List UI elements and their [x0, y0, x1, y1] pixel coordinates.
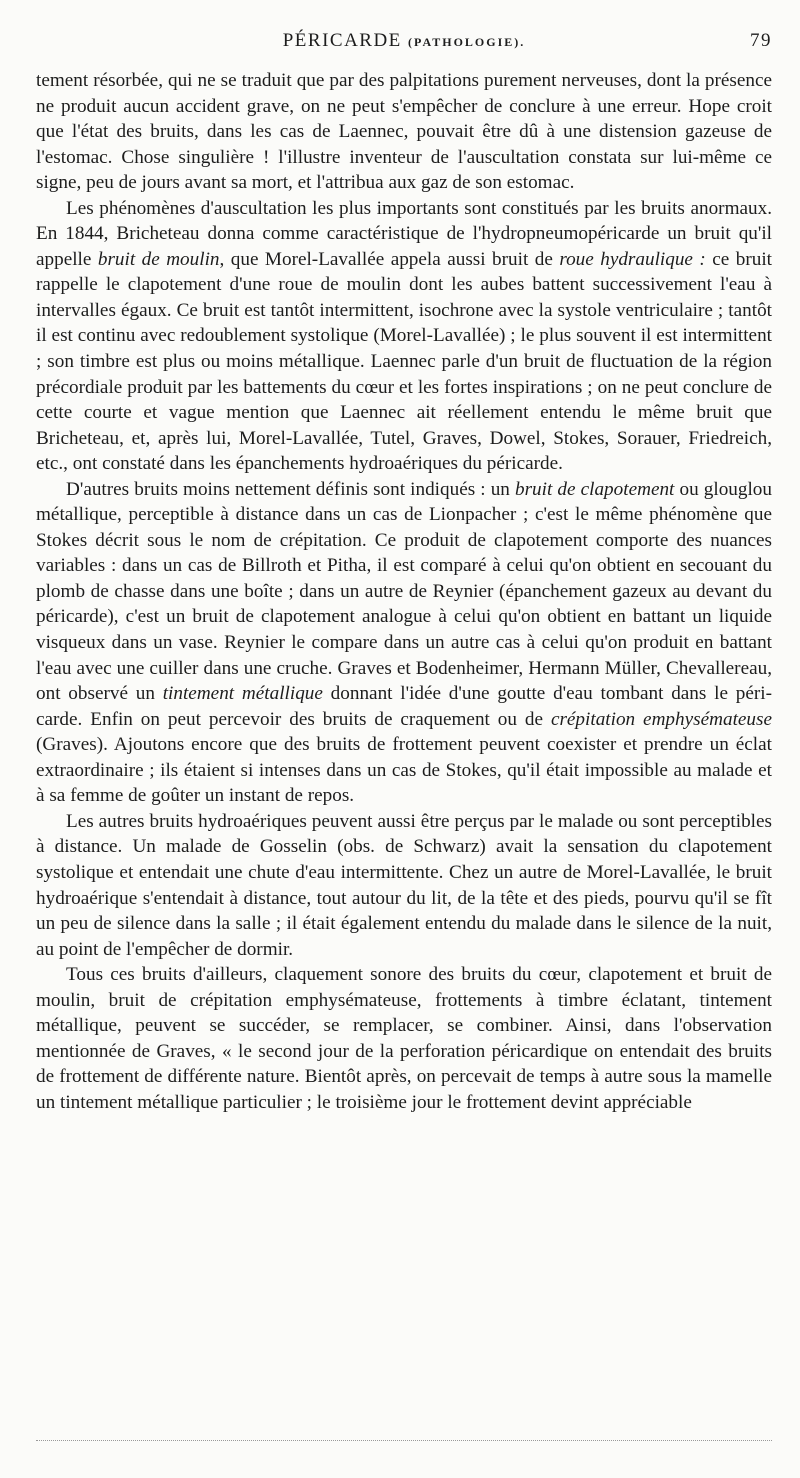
text-run: ou glouglou métallique, perceptible à distance dans un cas de Lionpacher ; c'est le même phénomène que Stokes décrit sous le nom de crépitation. Ce produit de clapotement comporte des nuances variables : dans un cas de Billroth et Pitha, il est comparé à celui qu'on obtient en secouant du plomb de chasse dans une boîte ; dans un autre de Reynier (épanchement gazeux au devant du péricarde), c'est un bruit de clapotement analogue à celui qu'on obtient en battant un liquide visqueux dans un vase. Reynier le compare dans un autre cas à celui qu'on produit en battant l'eau avec une cuiller dans une cruche. Graves et Bodenheimer, Hermann Müller, Chevallereau, ont observé un: [36, 478, 772, 705]
italic-text: bruit de moulin: [97, 248, 220, 270]
running-subtitle: (PATHOLOGIE).: [408, 35, 526, 49]
running-header: [36, 30, 772, 60]
body-text: [36, 68, 772, 1115]
text-run: Tous ces bruits d'ailleurs, claquement sonore des bruits du cœur, clapotement et bruit de moulin, bruit de crépitation emphysémateuse, frottements à timbre éclatant, tintement métallique, peuvent se succéder, se remplacer, se combiner. Ainsi, dans l'observation mentionnée de Graves, « le second jour de la perforation péricardique on entendait des bruits de frottement de différente nature. Bientôt après, on percevait de temps à autre sous la mamelle un tintement métallique particulier ; le troisième jour le frottement devint appréciable: [36, 964, 772, 1113]
italic-text: crépitation emphysémateuse: [550, 708, 772, 730]
page: [36, 30, 772, 1115]
page-number: 79: [750, 30, 772, 51]
text-run: Les autres bruits hydroaériques peuvent aussi être perçus par le malade ou sont perceptibles à distance. Un malade de Gosselin (obs. de Schwarz) avait la sensation du clapotement systolique et entendait une chute d'eau intermittente. Chez un autre de Morel-Lavallée, le bruit hydroaérique s'entendait à distance, tout autour du lit, de la tête et des pieds, pourvu qu'il se fît un peu de silence dans la salle ; il était également entendu du malade dans le silence de la nuit, au point de l'empêcher de dormir.: [36, 810, 772, 960]
italic-text: roue hydraulique :: [559, 248, 706, 270]
italic-text: tintement métallique: [162, 683, 323, 705]
paragraph: [36, 196, 772, 477]
running-title: [283, 30, 526, 52]
text-run: donnant l'idée d'une goutte d'eau tombant dans le péricarde. Enfin on peut percevoir des bruits de craquement ou de: [36, 683, 772, 730]
text-run: D'autres bruits moins nettement définis sont indiqués : un: [66, 478, 515, 500]
paragraph: [36, 477, 772, 809]
paragraph: [36, 962, 772, 1115]
running-title-text: PÉRICARDE: [282, 30, 402, 51]
paragraph: [36, 809, 772, 962]
text-run: , que Morel-Lavallée appela aussi bruit de: [219, 248, 560, 270]
text-run: ce bruit rappelle le clapotement d'une roue de moulin dont les aubes battent successivement l'eau à intervalles égaux. Ce bruit est tantôt intermittent, isochrone avec la systole ventriculaire ; tantôt il est continu avec redoublement systolique (Morel-Lavallée) ; le plus souvent il est intermittent ; son timbre est plus ou moins métallique. Laennec parle d'un bruit de fluctuation de la région précordiale produit par les battements du cœur et les fortes inspirations ; on ne peut conclure de cette courte et vague mention que Laennec ait réellement entendu le même bruit que Bricheteau, et, après lui, Morel-Lavallée, Tutel, Graves, Dowel, Stokes, Sorauer, Friedreich, etc., ont constaté dans les épanchements hydroaériques du péricarde.: [36, 248, 772, 475]
footer-rule: [36, 1440, 772, 1441]
paragraph: [36, 68, 772, 196]
text-run: (Graves). Ajoutons encore que des bruits de frottement peuvent coexister et prendre un éclat extraordinaire ; ils étaient si intenses dans un cas de Stokes, qu'il était impossible au malade et à sa femme de goûter un instant de repos.: [36, 734, 772, 807]
italic-text: bruit de clapotement: [515, 478, 675, 500]
text-run: tement résorbée, qui ne se traduit que par des palpitations purement nerveuses, dont la présence ne produit aucun accident grave, on ne peut s'empêcher de conclure à une erreur. Hope croit que l'état des bruits, dans les cas de Laennec, pouvait être dû à une distension gazeuse de l'estomac. Chose singulière ! l'illustre inventeur de l'auscultation constata sur lui-même ce signe, peu de jours avant sa mort, et l'attribua aux gaz de son estomac.: [36, 70, 772, 194]
text-run: Les phénomènes d'auscultation les plus importants sont constitués par les bruits anormaux. En 1844, Bricheteau donna comme caractéristique de l'hydropneumopéricarde un bruit qu'il appelle: [36, 197, 772, 270]
